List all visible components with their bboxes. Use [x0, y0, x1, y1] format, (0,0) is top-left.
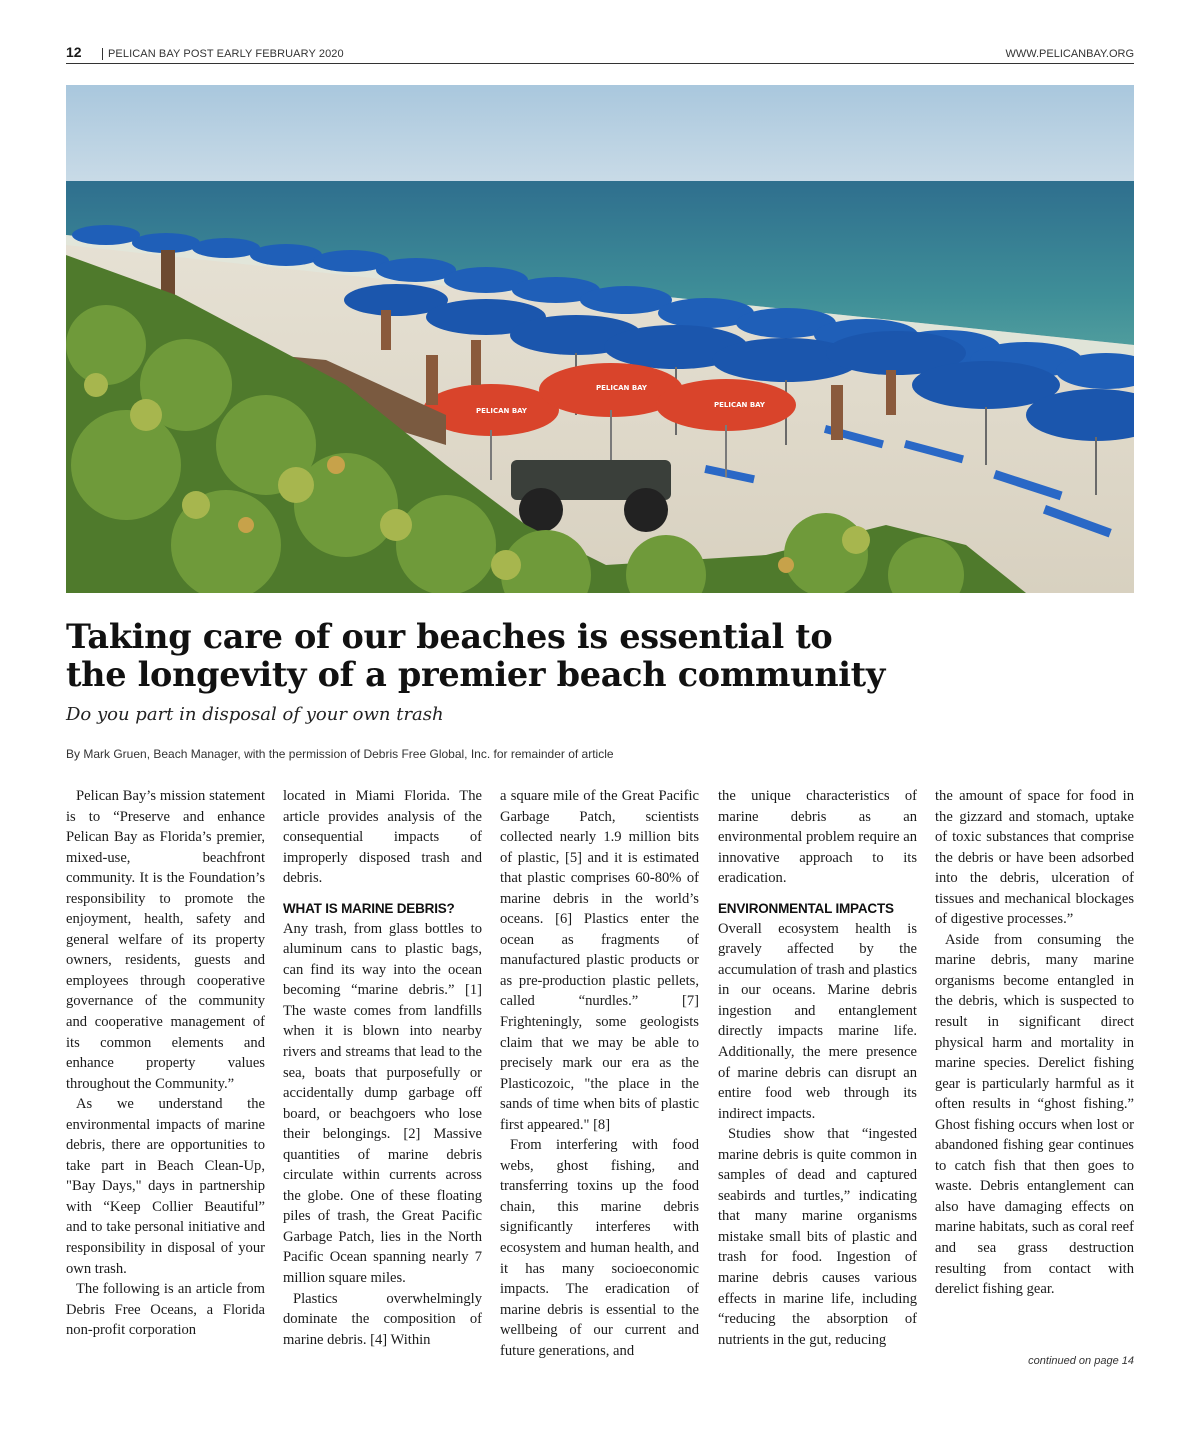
paragraph: Aside from consuming the marine debris, many marine organisms become entangled in the debris, which is suspected to result in significant direct physical harm and mortality in marine species. Derelict fishing gear is particularly harmful as it often results in “ghost fishing.” Ghost fishing occurs when lost or abandoned fishing gear continues to catch fish that then goes to waste. Debris entanglement can also have damaging effects on marine habitats, such as coral reef and sea grass destruction resulting from contact with derelict fishing gear.	[935, 931, 1134, 1298]
paragraph: Plastics overwhelmingly dominate the composition of marine debris. [4] Within	[283, 1290, 482, 1348]
umbrella-logo: PELICAN BAY	[596, 384, 647, 392]
section-heading: WHAT IS MARINE DEBRIS?	[283, 900, 455, 916]
publication-title: PELICAN BAY POST EARLY FEBRUARY 2020	[102, 48, 344, 60]
beach-photo	[66, 85, 1134, 593]
article-column-1	[66, 786, 265, 1341]
subheadline: Do you part in disposal of your own trash	[66, 704, 444, 725]
paragraph: a square mile of the Great Pacific Garbage Patch, scientists collected nearly 1.9 million bits of plastic, [5] and it is estimated that plastic comprises 60-80% of marine debris in the world’s oceans. [6] Plastics enter the ocean as fragments of manufactured plastic products or as pre-production plastic pellets, called “nurdles.” [7] Frighteningly, some geologists claim that we may be able to precisely mark our era as the Plasticozoic, "the place in the sands of time when bits of plastic first appeared." [8]	[500, 788, 699, 1133]
headline	[66, 618, 1134, 694]
byline: By Mark Gruen, Beach Manager, with the permission of Debris Free Global, Inc. for remainder of article	[66, 747, 614, 761]
page-number: 12	[66, 44, 82, 60]
paragraph: the unique characteristics of marine debris as an environmental problem require an innovative approach to its eradication.	[718, 788, 917, 887]
beach-umbrellas-image	[66, 85, 1134, 593]
continued-note: continued on page 14	[1028, 1355, 1134, 1367]
paragraph: Pelican Bay’s mission statement is to “Preserve and enhance Pelican Bay as Florida’s premier, mixed-use, beachfront community. It is the Foundation’s responsibility to promote the enjoyment, health, safety and general welfare of its property owners, residents, guests and employees through cooperative governance of the community and cooperative management of its common elements and enhance property values throughout the Community.”	[66, 788, 265, 1092]
paragraph: Studies show that “ingested marine debris is quite common in samples of dead and captured seabirds and turtles,” indicating that many marine organisms mistake small bits of plastic and trash for food. Ingestion of marine debris causes various effects in marine life, including “reducing the absorption of nutrients in the gut, reducing	[718, 1126, 917, 1348]
headline-line-2: the longevity of a premier beach community	[66, 655, 886, 694]
paragraph: Overall ecosystem health is gravely affected by the accumulation of trash and plastics in our oceans. Marine debris ingestion and entanglement directly impacts marine life. Additionally, the mere presence of marine debris can disrupt an entire food web through its indirect impacts.	[718, 920, 917, 1122]
paragraph: located in Miami Florida. The article provides analysis of the consequential impacts of improperly disposed trash and debris.	[283, 788, 482, 887]
section-heading: ENVIRONMENTAL IMPACTS	[718, 900, 894, 916]
umbrella-logo: PELICAN BAY	[476, 407, 527, 415]
paragraph: As we understand the environmental impacts of marine debris, there are opportunities to take part in Beach Clean-Up, "Bay Days," days in partnership with “Keep Collier Beautiful” and to take personal initiative and responsibility in disposal of your own trash.	[66, 1096, 265, 1277]
article-column-5	[935, 786, 1134, 1300]
umbrella-logo: PELICAN BAY	[714, 401, 765, 409]
article-column-4	[718, 786, 917, 1350]
page-header	[66, 44, 1134, 64]
headline-line-1: Taking care of our beaches is essential to	[66, 617, 833, 656]
paragraph: The following is an article from Debris Free Oceans, a Florida non-profit corporation	[66, 1281, 265, 1339]
paragraph: From interfering with food webs, ghost fishing, and transferring toxins up the food chain, this marine debris significantly interferes with ecosystem and human health, and it has many socioeconomic impacts. The eradication of marine debris is essential to the wellbeing of our current and future generations, and	[500, 1137, 699, 1359]
paragraph: the amount of space for food in the gizzard and stomach, uptake of toxic substances that comprise the debris or have been adsorbed into the debris, ulceration of tissues and mechanical blockages of digestive processes.”	[935, 788, 1134, 928]
article-column-3	[500, 786, 699, 1361]
article-column-2	[283, 786, 482, 1350]
paragraph: Any trash, from glass bottles to aluminum cans to plastic bags, can find its way into the ocean becoming “marine debris.” [1] The waste comes from landfills when it is blown into nearby rivers and streams that lead to the sea, boats that purposefully or accidentally dump garbage off board, or beachgoers who lose their belongings. [2] Massive quantities of marine debris circulate within currents across the globe. One of these floating piles of trash, the Great Pacific Garbage Patch, lies in the North Pacific Ocean spanning nearly 7 million square miles.	[283, 920, 482, 1287]
website-url: WWW.PELICANBAY.ORG	[1005, 48, 1134, 60]
